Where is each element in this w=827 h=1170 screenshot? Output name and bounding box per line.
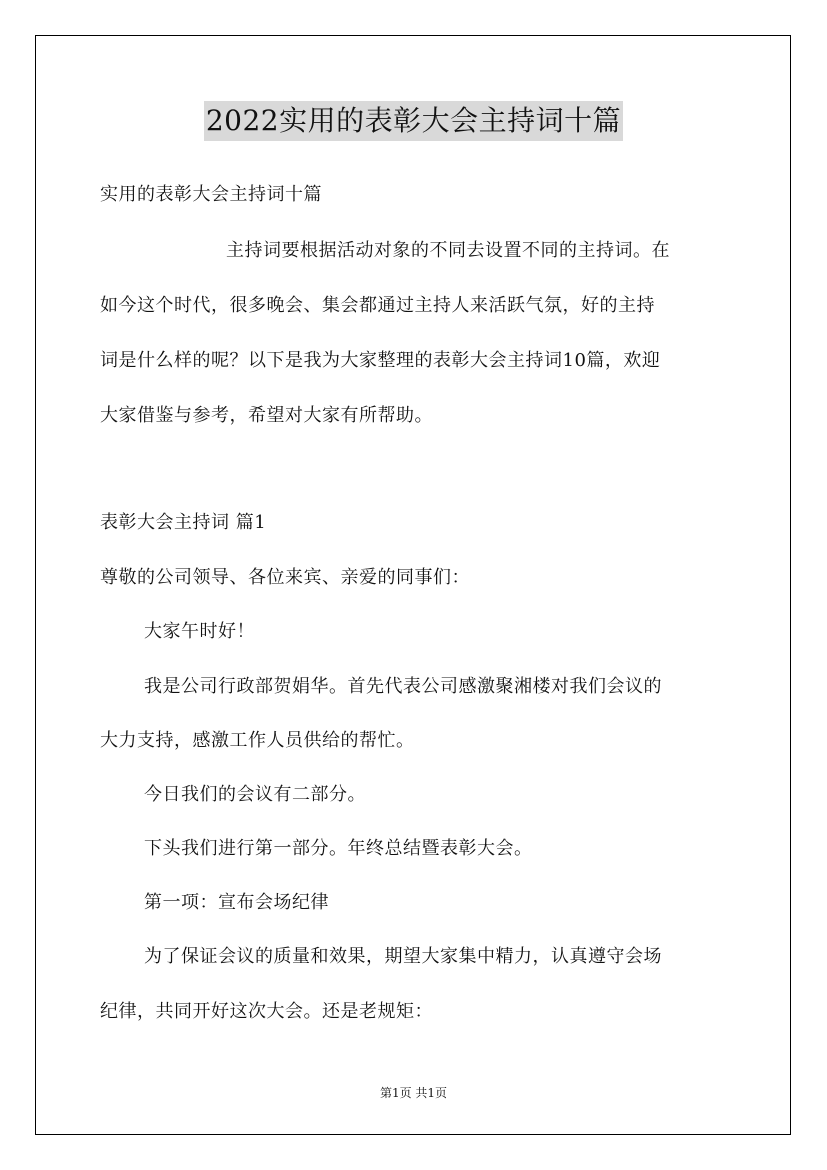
body-line: 第一项：宣布会场纪律: [144, 892, 329, 913]
intro-line: 如今这个时代，很多晚会、集会都通过主持人来活跃气氛，好的主持: [100, 295, 655, 316]
body-line: 尊敬的公司领导、各位来宾、亲爱的同事们：: [100, 567, 470, 588]
document-subtitle: 实用的表彰大会主持词十篇: [100, 184, 322, 205]
body-line: 大家午时好！: [144, 621, 255, 642]
body-line: 下头我们进行第一部分。年终总结暨表彰大会。: [144, 838, 533, 859]
body-line: 为了保证会议的质量和效果，期望大家集中精力，认真遵守会场: [144, 946, 662, 967]
intro-line: 主持词要根据活动对象的不同去设置不同的主持词。在: [226, 240, 670, 261]
body-line: 纪律，共同开好这次大会。还是老规矩：: [100, 1001, 433, 1022]
body-line: 大力支持，感激工作人员供给的帮忙。: [100, 730, 415, 751]
intro-line: 大家借鉴与参考，希望对大家有所帮助。: [100, 405, 433, 426]
body-line: 我是公司行政部贺娟华。首先代表公司感激聚湘楼对我们会议的: [144, 676, 662, 697]
document-title: 2022实用的表彰大会主持词十篇: [204, 101, 623, 141]
title-container: [0, 101, 827, 141]
section-heading: 表彰大会主持词 篇1: [100, 512, 267, 533]
page-footer: 第1页 共1页: [379, 1086, 448, 1100]
intro-line: 词是什么样的呢？以下是我为大家整理的表彰大会主持词10篇，欢迎: [100, 350, 661, 371]
body-line: 今日我们的会议有二部分。: [144, 784, 366, 805]
